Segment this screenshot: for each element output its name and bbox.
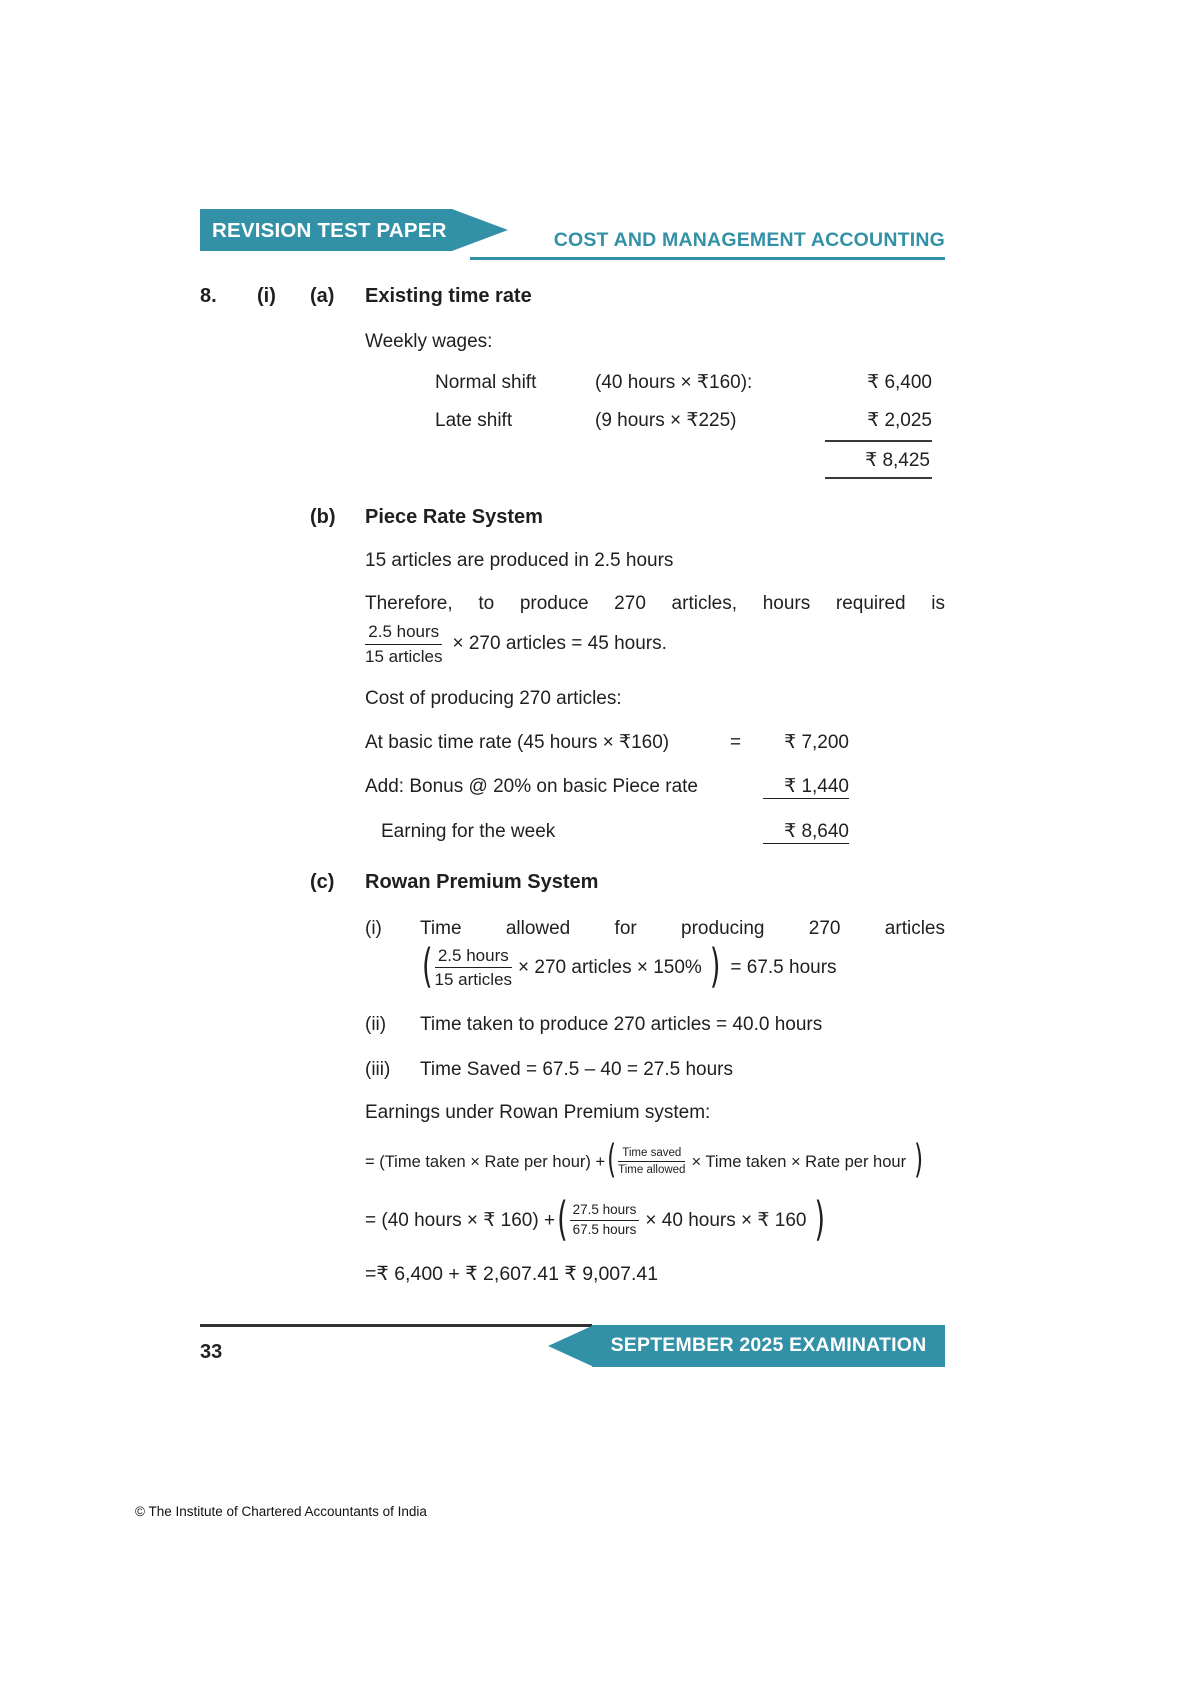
section-b-heading: Piece Rate System [365, 505, 543, 528]
question-number: 8. [200, 285, 217, 307]
section-c-heading: Rowan Premium System [365, 871, 599, 894]
fraction-numerator: Time saved [618, 1146, 685, 1162]
header-banner-label: REVISION TEST PAPER [212, 218, 447, 242]
section-a-label: (a) [310, 285, 335, 307]
right-paren: ) [814, 1193, 826, 1247]
paragraph-cost-of-producing: Cost of producing 270 articles: [365, 687, 622, 709]
section-c-heading-row [200, 870, 945, 894]
right-paren: ) [914, 1138, 924, 1184]
total-amount: ₹ 8,425 [825, 440, 932, 479]
list-item-i [365, 917, 945, 995]
fraction [618, 1146, 685, 1178]
formula-rest: × 270 articles = 45 hours. [452, 633, 667, 655]
list-item-ii [365, 1013, 945, 1036]
list-item-iii [365, 1058, 945, 1081]
time-allowed-formula [420, 941, 945, 995]
footer-banner [592, 1325, 945, 1367]
section-c-label: (c) [310, 871, 335, 894]
section-b-heading-row [200, 505, 945, 529]
equals-sign: = [730, 731, 742, 753]
fraction-numerator: 2.5 hours [435, 945, 512, 968]
weekly-wages-intro: Weekly wages: [365, 331, 493, 353]
time-saved-text: Time Saved = 67.5 – 40 = 27.5 hours [420, 1058, 733, 1080]
formula-middle: × 270 articles × 150% [518, 957, 702, 979]
calc-amount: ₹ 7,200 [784, 731, 849, 753]
calc-label: Add: Bonus @ 20% on basic Piece rate [365, 776, 698, 798]
question-part: (i) [257, 285, 276, 307]
shift-calc: (9 hours × ₹225) [595, 409, 737, 431]
copyright: © The Institute of Chartered Accountants of India [135, 1504, 427, 1519]
fraction [570, 1202, 640, 1239]
title-underline [470, 257, 945, 260]
time-taken-text: Time taken to produce 270 articles = 40.0 hours [420, 1013, 823, 1035]
right-paren: ) [709, 941, 721, 995]
item-label: (iii) [365, 1058, 391, 1080]
formula-post: × 40 hours × ₹ 160 [645, 1209, 807, 1231]
item-body [420, 917, 945, 995]
hours-required-formula [365, 621, 945, 667]
paragraph-therefore: Therefore, to produce 270 articles, hours required is [365, 593, 945, 615]
page-number: 33 [200, 1341, 223, 1363]
piece-rate-calculations [365, 731, 945, 845]
calc-row [365, 731, 945, 754]
fraction [435, 945, 512, 991]
fraction-denominator: Time allowed [618, 1164, 686, 1177]
item-label: (ii) [365, 1013, 387, 1035]
weekly-wages-table [435, 364, 932, 479]
rowan-formula-numeric [365, 1193, 945, 1247]
left-paren: ( [422, 941, 433, 995]
shift-name: Normal shift [435, 371, 537, 393]
calc-row [365, 775, 945, 799]
table-row [435, 364, 932, 402]
formula-pre: = (40 hours × ₹ 160) + [365, 1209, 556, 1231]
page-title: COST AND MANAGEMENT ACCOUNTING [553, 229, 945, 251]
footer-banner-label: SEPTEMBER 2025 EXAMINATION [610, 1334, 927, 1357]
formula-result: = 67.5 hours [730, 957, 837, 979]
earnings-title: Earnings under Rowan Premium system: [365, 1101, 711, 1123]
left-paren: ( [607, 1138, 617, 1184]
footer-rule [200, 1324, 592, 1327]
time-allowed-text: Time allowed for producing 270 articles [420, 917, 945, 939]
fraction-denominator: 15 articles [434, 970, 513, 990]
calc-row [365, 820, 945, 844]
formula-post: × Time taken × Rate per hour [691, 1152, 907, 1171]
header-banner [200, 209, 452, 251]
item-label: (i) [365, 917, 382, 939]
fraction-numerator: 27.5 hours [570, 1202, 640, 1221]
left-paren: ( [557, 1193, 568, 1247]
rowan-formula-symbolic [365, 1138, 945, 1184]
fraction-numerator: 2.5 hours [365, 621, 442, 644]
shift-amount: ₹ 2,025 [867, 409, 932, 431]
footer-banner-arrow-icon [548, 1325, 594, 1367]
calc-amount: ₹ 1,440 [763, 775, 849, 799]
calc-label: At basic time rate (45 hours × ₹160) [365, 731, 670, 753]
fraction [365, 621, 442, 667]
calc-amount: ₹ 8,640 [763, 820, 849, 844]
shift-calc: (40 hours × ₹160): [595, 371, 753, 393]
paragraph-articles-produced: 15 articles are produced in 2.5 hours [365, 549, 674, 571]
section-a-heading-row [200, 284, 945, 308]
section-b-label: (b) [310, 505, 336, 528]
fraction-denominator: 67.5 hours [572, 1221, 637, 1237]
shift-name: Late shift [435, 409, 513, 431]
table-row [435, 402, 932, 440]
table-total-row [435, 440, 932, 479]
formula-pre: = (Time taken × Rate per hour) + [365, 1152, 606, 1171]
final-result-line: =₹ 6,400 + ₹ 2,607.41 ₹ 9,007.41 [365, 1262, 659, 1285]
calc-label: Earning for the week [381, 821, 556, 843]
section-a-heading: Existing time rate [365, 285, 532, 307]
shift-amount: ₹ 6,400 [867, 371, 932, 393]
fraction-denominator: 15 articles [365, 646, 443, 666]
main-content [200, 284, 945, 1286]
